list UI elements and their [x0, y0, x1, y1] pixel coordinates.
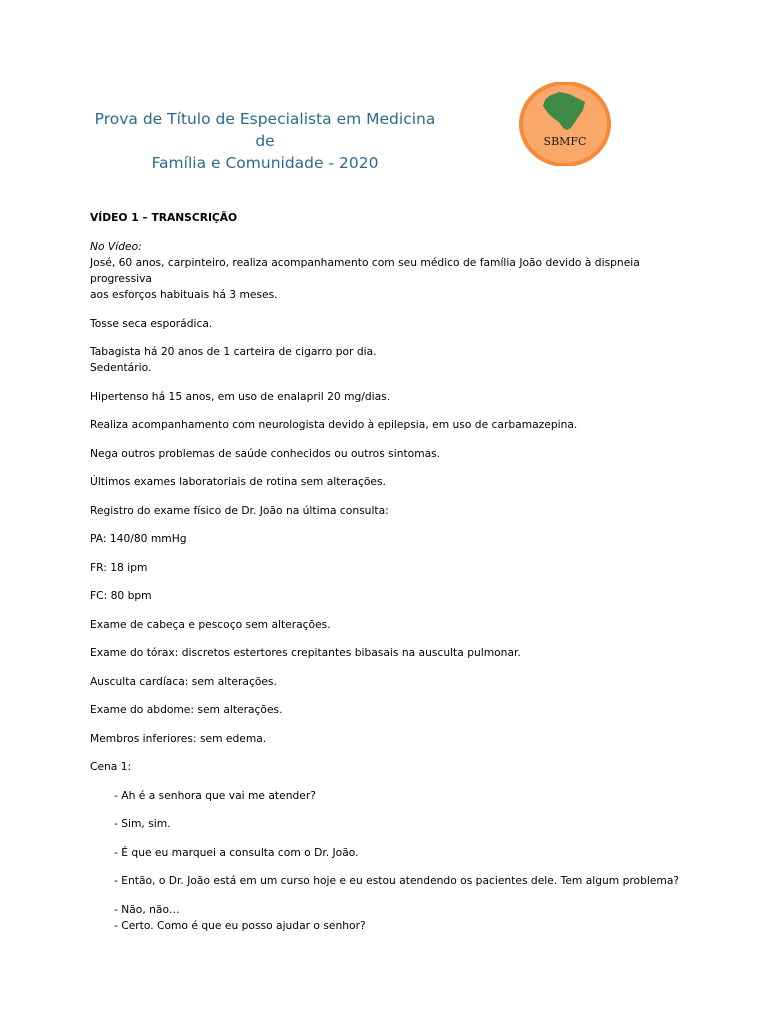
- dialogue-line-3: - É que eu marquei a consulta com o Dr. João.: [114, 845, 359, 859]
- exam-cardiac: Ausculta cardíaca: sem alterações.: [90, 674, 277, 688]
- exam-abdomen: Exame do abdome: sem alterações.: [90, 703, 283, 716]
- smoking-line: Tabagista há 20 anos de 1 carteira de cigarro por dia.: [90, 345, 377, 358]
- title-line-2: Família e Comunidade - 2020: [151, 154, 379, 172]
- intro-line-1: José, 60 anos, carpinteiro, realiza acompanhamento com seu médico de família João devido à dispneia progressiva: [90, 256, 640, 285]
- exam-thorax: Exame do tórax: discretos estertores crepitantes bibasais na ausculta pulmonar.: [90, 646, 521, 659]
- vital-fr: FR: 18 ipm: [90, 560, 148, 574]
- paragraph-other-problems: Nega outros problemas de saúde conhecidos ou outros sintomas.: [90, 446, 441, 460]
- title-line-1: Prova de Título de Especialista em Medicina de: [94, 110, 436, 150]
- document-title: [90, 108, 440, 174]
- section-heading: VÍDEO 1 – TRANSCRIÇÃO: [90, 211, 238, 224]
- paragraph-physical-exam-intro: Registro do exame físico de Dr. João na última consulta:: [90, 503, 389, 517]
- dialogue-line-1: - Ah é a senhora que vai me atender?: [114, 788, 316, 802]
- exam-limbs: Membros inferiores: sem edema.: [90, 731, 267, 745]
- dialogue-line-2: - Sim, sim.: [114, 817, 171, 830]
- dialogue-line-4: - Então, o Dr. João está em um curso hoje e eu estou atendendo os pacientes dele. Tem algum problema?: [114, 874, 680, 887]
- paragraph-lab-exams: Últimos exames laboratoriais de rotina sem alterações.: [90, 475, 386, 488]
- paragraph-epilepsy: Realiza acompanhamento com neurologista devido à epilepsia, em uso de carbamazepina.: [90, 418, 578, 431]
- scene-label: Cena 1:: [90, 760, 132, 773]
- sedentary-line: Sedentário.: [90, 361, 152, 374]
- logo-text: SBMFC: [543, 135, 587, 148]
- transcription-body: [90, 210, 690, 946]
- vital-fc: FC: 80 bpm: [90, 589, 152, 602]
- dialogue-line-5b: - Certo. Como é que eu posso ajudar o senhor?: [114, 918, 366, 932]
- paragraph-hypertension: Hipertenso há 15 anos, em uso de enalapril 20 mg/dias.: [90, 389, 391, 403]
- dialogue-line-5: [90, 902, 690, 934]
- intro-line-2: aos esforços habituais há 3 meses.: [90, 288, 278, 301]
- vital-pa: PA: 140/80 mmHg: [90, 532, 187, 545]
- paragraph-smoking: [90, 344, 690, 376]
- dialogue-line-5a: - Não, não…: [114, 902, 180, 916]
- sbmfc-logo: [519, 82, 611, 166]
- paragraph-cough: Tosse seca esporádica.: [90, 316, 213, 330]
- intro-paragraph: [90, 239, 690, 303]
- intro-label: No Vídeo:: [90, 240, 142, 253]
- exam-head-neck: Exame de cabeça e pescoço sem alterações.: [90, 617, 331, 631]
